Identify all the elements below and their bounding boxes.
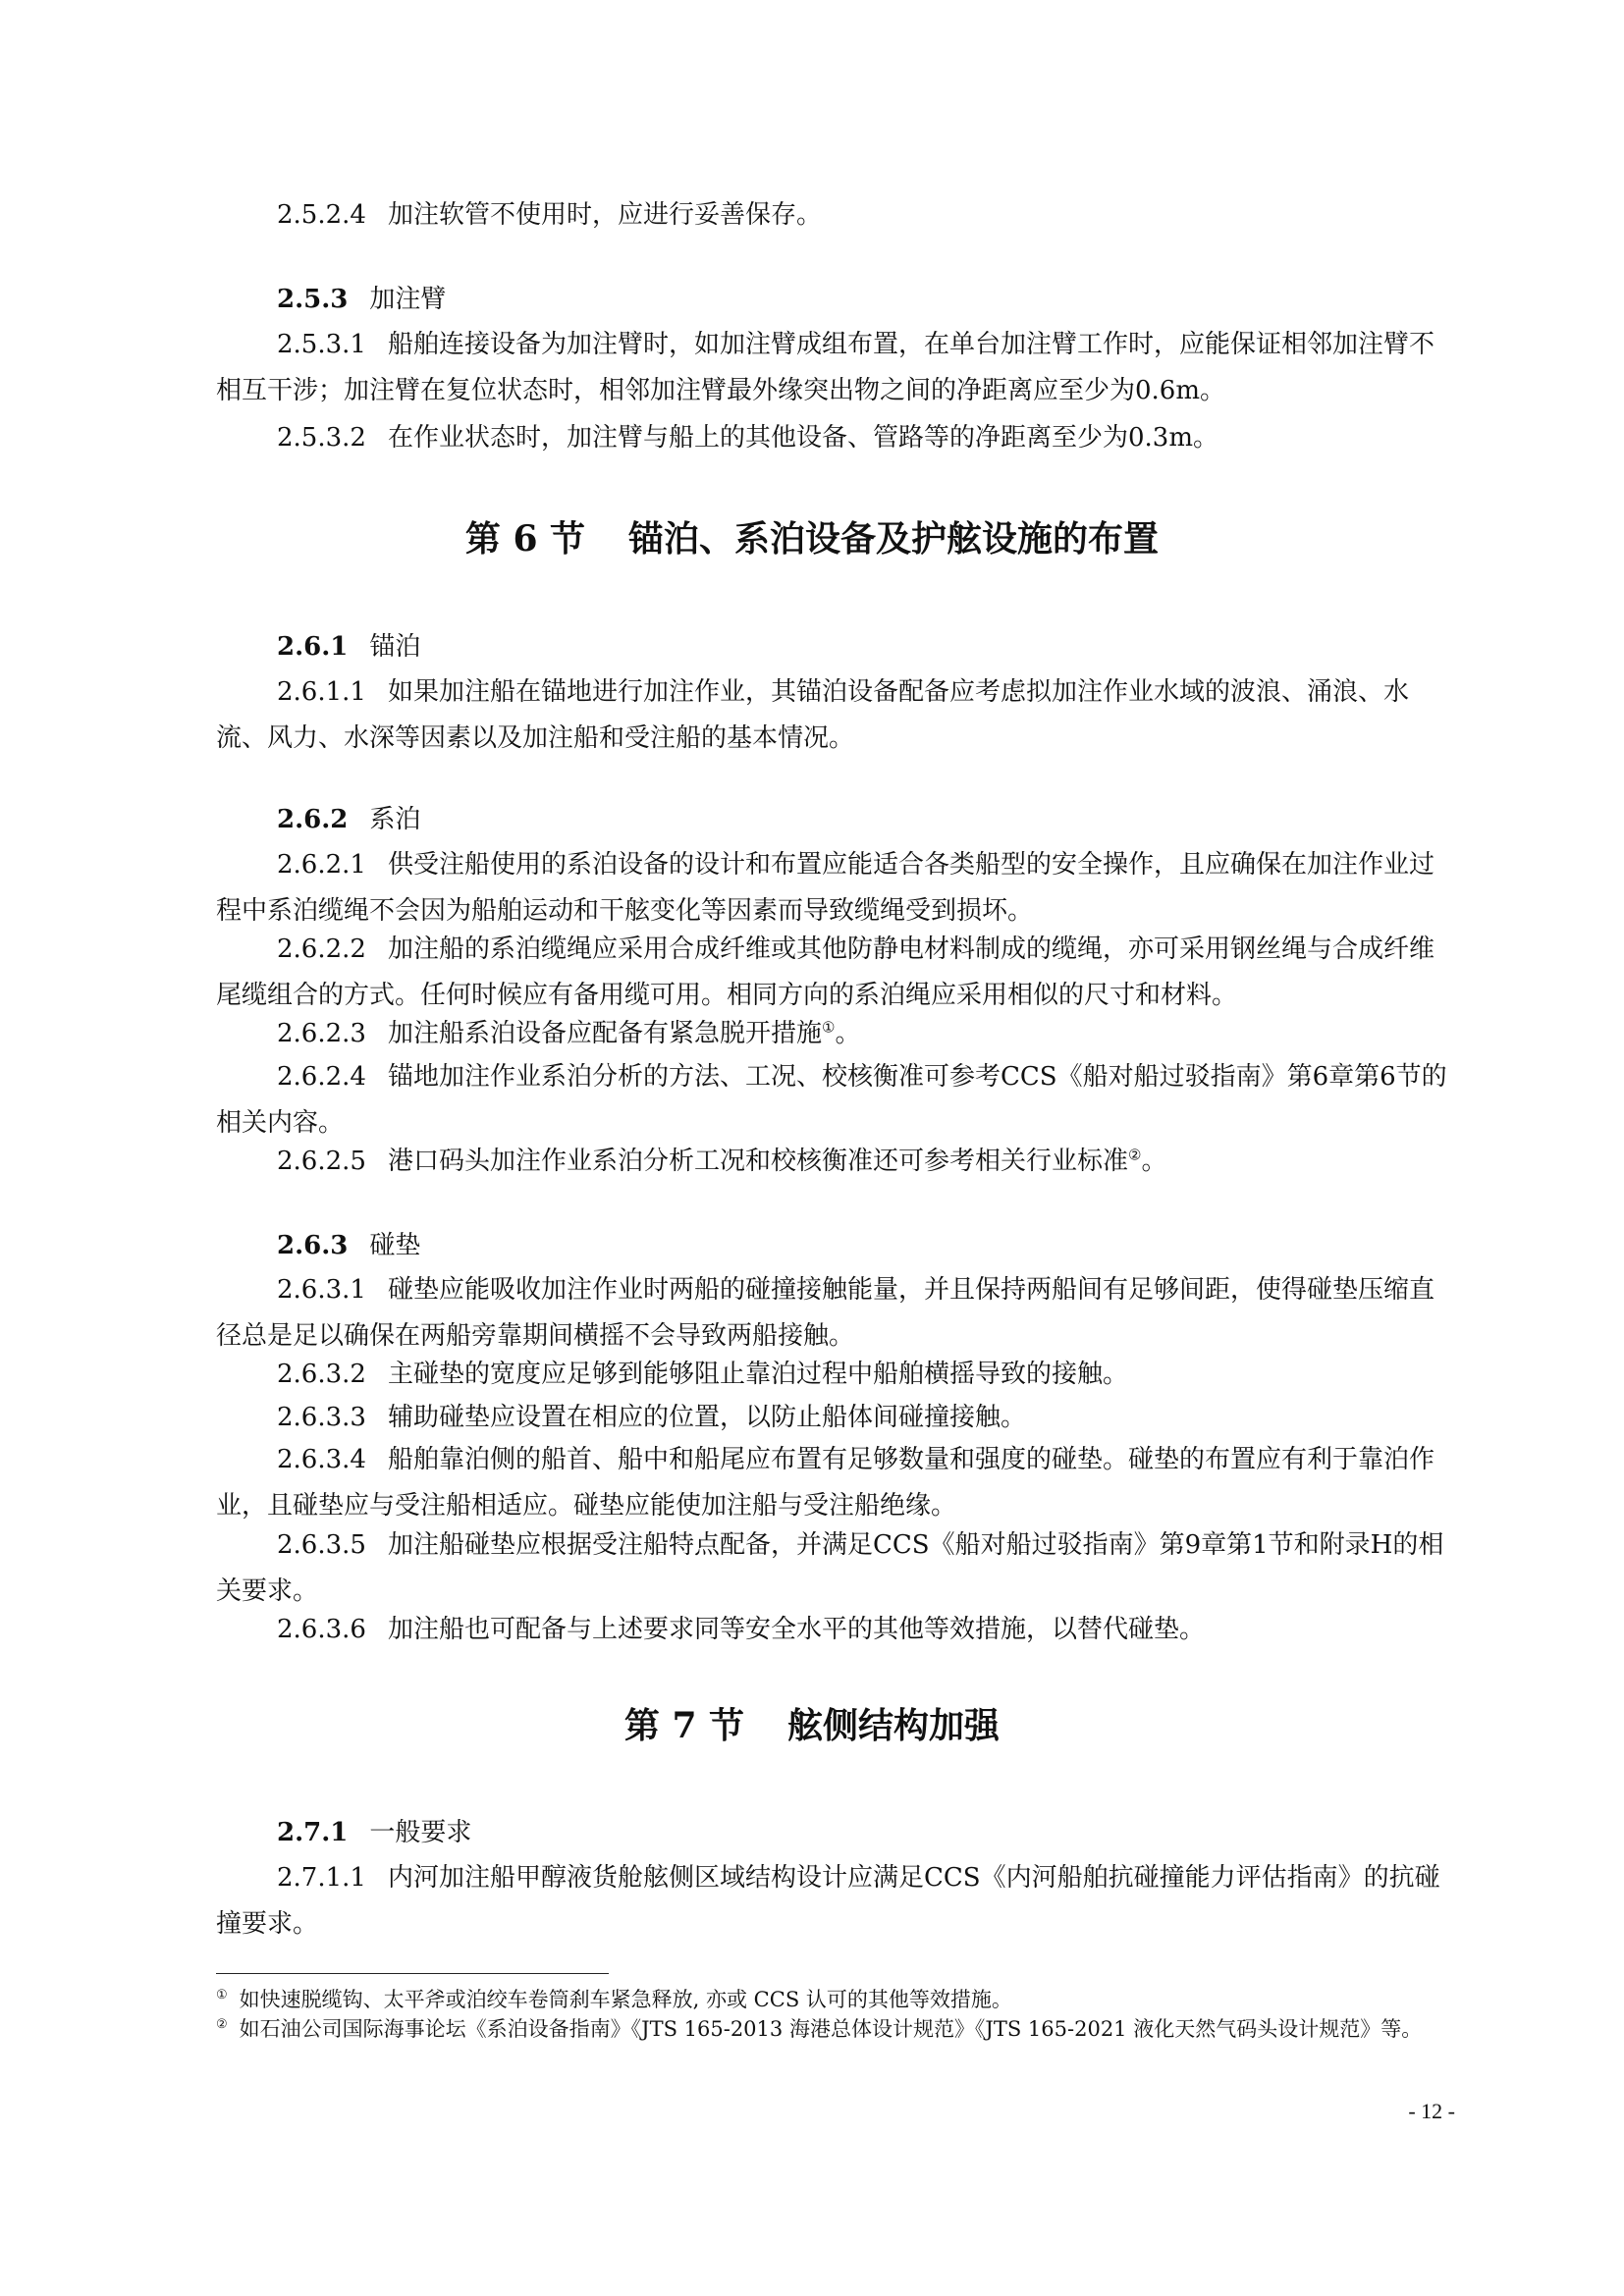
- clause-2-6-1-1: [216, 669, 1455, 762]
- clause-number: 2.6.2.5: [277, 1147, 366, 1176]
- footnote-text: 如快速脱缆钩、太平斧或泊绞车卷筒刹车紧急释放, 亦或 CCS 认可的其他等效措施。: [239, 1988, 1012, 2011]
- footnote-mark: ①: [216, 1988, 228, 2002]
- clause-number: 2.6.3.2: [277, 1360, 366, 1389]
- subsection-title: 锚泊: [369, 632, 421, 662]
- subsection-title: 系泊: [369, 805, 421, 834]
- clause-2-5-3-1: [216, 322, 1455, 414]
- clause-number: 2.6.2.2: [277, 934, 366, 964]
- footnote-text: 如石油公司国际海事论坛《系泊设备指南》《JTS 165-2013 海港总体设计规范》《JTS 165-2021 液化天然气码头设计规范》等。: [239, 2017, 1423, 2041]
- clause-number: 2.5.2.4: [277, 200, 366, 230]
- clause-body: [216, 322, 1455, 414]
- clause-2-6-2-4: [216, 1054, 1455, 1147]
- clause-2-6-2-2: [216, 927, 1455, 1019]
- clause-2-6-3-5: [216, 1522, 1455, 1615]
- subsection-title: 加注臂: [369, 285, 447, 314]
- subsection-2-6-2: [216, 797, 1455, 843]
- section-title-text: 锚泊、系泊设备及护舷设施的布置: [628, 518, 1160, 560]
- subsection-2-6-1: [216, 624, 1455, 670]
- clause-2-6-3-4: [216, 1437, 1455, 1529]
- clause-number: 2.6.3.5: [277, 1530, 366, 1560]
- clause-body: [216, 1855, 1455, 1948]
- footnote-divider: [216, 1973, 609, 1974]
- clause-number: 2.7.1.1: [277, 1863, 366, 1893]
- clause-2-6-2-5: [216, 1139, 1455, 1185]
- clause-number: 2.5.3.1: [277, 330, 366, 359]
- clause-text: 船舶靠泊侧的船首、船中和船尾应布置有足够数量和强度的碰垫。碰垫的布置应有利于靠泊作业，且碰垫应与受注船相适应。碰垫应能使加注船与受注船绝缘。: [216, 1445, 1435, 1521]
- subsection-title: 一般要求: [369, 1818, 472, 1847]
- footnote-1: [216, 1985, 1455, 2014]
- clause-2-6-2-3: [216, 1011, 1455, 1057]
- footnote-ref-2[interactable]: ②: [1127, 1146, 1142, 1164]
- clause-body: [216, 842, 1455, 934]
- clause-body: [216, 1437, 1455, 1529]
- clause-number: 2.6.3.3: [277, 1403, 366, 1432]
- clause-number: 2.6.2.3: [277, 1019, 366, 1048]
- clause-body: [216, 1054, 1455, 1147]
- clause-2-6-3-2: [216, 1352, 1455, 1398]
- clause-number: 2.6.2.1: [277, 850, 366, 880]
- clause-number: 2.6.1.1: [277, 677, 366, 707]
- footnote-mark: ②: [216, 2017, 228, 2032]
- section-title-text: 舷侧结构加强: [787, 1705, 1001, 1746]
- clause-2-7-1-1: [216, 1855, 1455, 1948]
- clause-number: 2.6.2.4: [277, 1062, 366, 1092]
- clause-body: [216, 669, 1455, 762]
- clause-body: [216, 927, 1455, 1019]
- clause-text: 碰垫应能吸收加注作业时两船的碰撞接触能量，并且保持两船间有足够间距，使得碰垫压缩直径总是足以确保在两船旁靠期间横摇不会导致两船接触。: [216, 1275, 1435, 1351]
- clause-number: 2.6.3.4: [277, 1445, 366, 1474]
- clause-2-6-3-3: [216, 1395, 1455, 1441]
- section-7-title: [0, 1701, 1624, 1750]
- clause-2-6-2-1: [216, 842, 1455, 934]
- clause-body: [216, 1522, 1455, 1615]
- subsection-number: 2.6.2: [277, 805, 349, 834]
- subsection-number: 2.6.1: [277, 632, 349, 662]
- clause-number: 2.6.3.1: [277, 1275, 366, 1305]
- subsection-number: 2.7.1: [277, 1818, 349, 1847]
- clause-2-6-3-1: [216, 1267, 1455, 1360]
- clause-2-6-3-6: [216, 1607, 1455, 1653]
- clause-text: 加注船系泊设备应配备有紧急脱开措施: [387, 1019, 822, 1048]
- clause-text: 内河加注船甲醇液货舱舷侧区域结构设计应满足CCS《内河船舶抗碰撞能力评估指南》的抗碰撞要求。: [216, 1863, 1440, 1939]
- subsection-title: 碰垫: [369, 1231, 421, 1260]
- footnote-ref-1[interactable]: ①: [821, 1018, 836, 1037]
- clause-text: 辅助碰垫应设置在相应的位置，以防止船体间碰撞接触。: [387, 1403, 1026, 1432]
- clause-body: [216, 1267, 1455, 1360]
- clause-text: 加注船的系泊缆绳应采用合成纤维或其他防静电材料制成的缆绳，亦可采用钢丝绳与合成纤维尾缆组合的方式。任何时候应有备用缆可用。相同方向的系泊绳应采用相似的尺寸和材料。: [216, 934, 1435, 1010]
- subsection-number: 2.6.3: [277, 1231, 349, 1260]
- clause-number: 2.6.3.6: [277, 1615, 366, 1644]
- clause-text: 加注船碰垫应根据受注船特点配备，并满足CCS《船对船过驳指南》第9章第1节和附录H的相关要求。: [216, 1530, 1444, 1606]
- clause-text: 主碰垫的宽度应足够到能够阻止靠泊过程中船舶横摇导致的接触。: [387, 1360, 1128, 1389]
- clause-text: 港口码头加注作业系泊分析工况和校核衡准还可参考相关行业标准: [387, 1147, 1128, 1176]
- subsection-2-5-3: [216, 277, 1455, 323]
- clause-end: 。: [1141, 1147, 1167, 1176]
- clause-text: 加注软管不使用时，应进行妥善保存。: [387, 200, 822, 230]
- clause-2-5-3-2: [216, 415, 1455, 461]
- clause-text: 供受注船使用的系泊设备的设计和布置应能适合各类船型的安全操作，且应确保在加注作业过程中系泊缆绳不会因为船舶运动和干舷变化等因素而导致缆绳受到损坏。: [216, 850, 1435, 926]
- subsection-2-6-3: [216, 1223, 1455, 1269]
- subsection-number: 2.5.3: [277, 285, 349, 314]
- clause-text: 加注船也可配备与上述要求同等安全水平的其他等效措施，以替代碰垫。: [387, 1615, 1205, 1644]
- clause-2-5-2-4: [216, 192, 1455, 239]
- clause-text: 锚地加注作业系泊分析的方法、工况、校核衡准可参考CCS《船对船过驳指南》第6章第6节的相关内容。: [216, 1062, 1447, 1138]
- section-6-title: [0, 514, 1624, 563]
- page-number: - 12 -: [1408, 2099, 1455, 2123]
- clause-text: 如果加注船在锚地进行加注作业，其锚泊设备配备应考虑拟加注作业水域的波浪、涌浪、水流、风力、水深等因素以及加注船和受注船的基本情况。: [216, 677, 1409, 753]
- clause-text: 船舶连接设备为加注臂时，如加注臂成组布置，在单台加注臂工作时，应能保证相邻加注臂不相互干涉；加注臂在复位状态时，相邻加注臂最外缘突出物之间的净距离应至少为0.6m。: [216, 330, 1435, 405]
- subsection-2-7-1: [216, 1810, 1455, 1856]
- clause-number: 2.5.3.2: [277, 423, 366, 453]
- clause-text: 在作业状态时，加注臂与船上的其他设备、管路等的净距离至少为0.3m。: [387, 423, 1218, 453]
- section-number: 第 6 节: [464, 518, 586, 560]
- clause-end: 。: [835, 1019, 861, 1048]
- footnote-2: [216, 2014, 1455, 2044]
- section-number: 第 7 节: [623, 1705, 745, 1746]
